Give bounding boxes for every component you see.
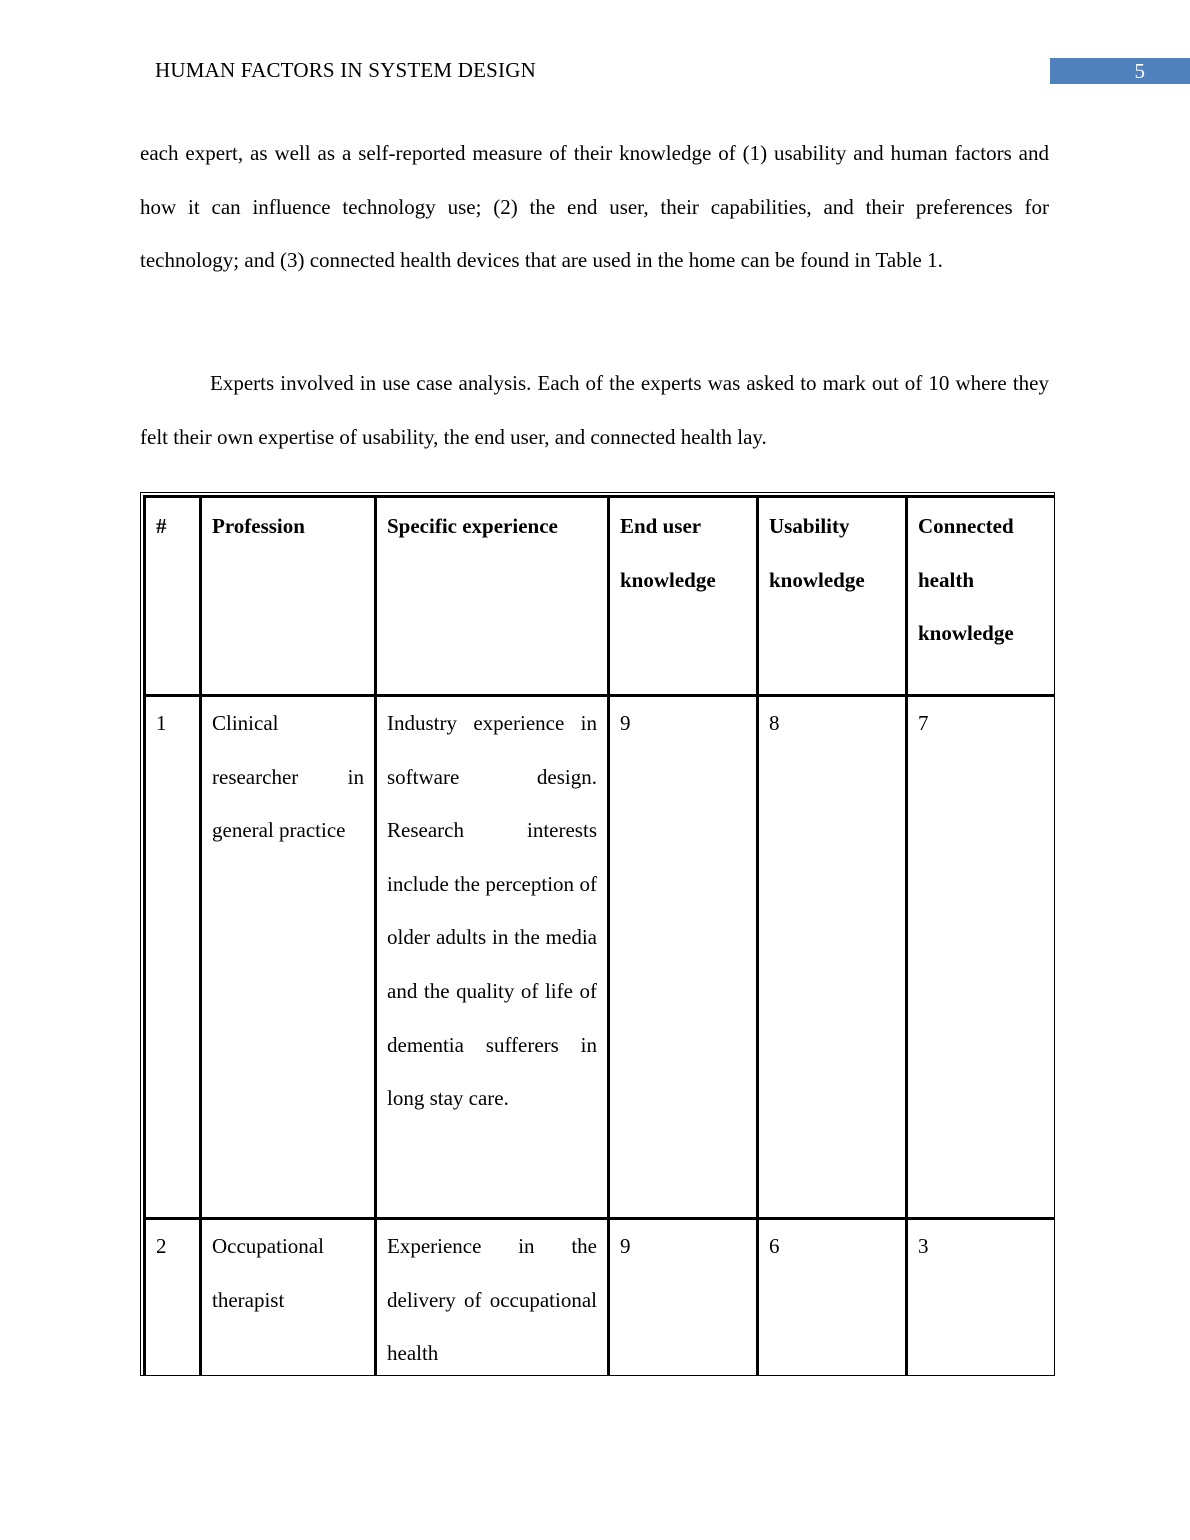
cell-end-user-knowledge: 9 xyxy=(609,1219,758,1377)
cell-specific-experience: Industry experience in software design. Research interests include the perception of older adults in the media and the quality of life of dementia sufferers in long stay care. xyxy=(376,696,609,1219)
cell-end-user-knowledge: 9 xyxy=(609,696,758,1219)
cell-number: 2 xyxy=(145,1219,201,1377)
running-head: HUMAN FACTORS IN SYSTEM DESIGN xyxy=(155,58,536,82)
page-number: 5 xyxy=(1050,58,1190,84)
body-paragraph-1: each expert, as well as a self-reported measure of their knowledge of (1) usability and human factors and how it can influence technology use; (2) the end user, their capabilities, and their preferences for technology; and (3) connected health devices that are used in the home can be found in Table 1. xyxy=(140,141,1049,273)
cell-connected-health-knowledge: 3 xyxy=(907,1219,1056,1377)
table-row xyxy=(145,1219,1056,1377)
cell-connected-health-knowledge: 7 xyxy=(907,696,1056,1219)
table-row xyxy=(145,696,1056,1219)
cell-profession: Clinical researcher in general practice xyxy=(201,696,376,1219)
cell-number: 1 xyxy=(145,696,201,1219)
expert-table xyxy=(140,492,1055,1376)
cell-usability-knowledge: 8 xyxy=(758,696,907,1219)
cell-specific-experience: Experience in the delivery of occupational health xyxy=(376,1219,609,1377)
header-number: # xyxy=(145,497,201,696)
body-paragraph-2: Experts involved in use case analysis. Each of the experts was asked to mark out of 10 where they felt their own expertise of usability, the end user, and connected health lay. xyxy=(140,371,1049,449)
header-usability-knowledge: Usability knowledge xyxy=(758,497,907,696)
header-specific-experience: Specific experience xyxy=(376,497,609,696)
header-connected-health-knowledge: Connected health knowledge xyxy=(907,497,1056,696)
cell-usability-knowledge: 6 xyxy=(758,1219,907,1377)
cell-profession: Occupational therapist xyxy=(201,1219,376,1377)
table-header-row xyxy=(145,497,1056,696)
header-profession: Profession xyxy=(201,497,376,696)
header-end-user-knowledge: End user knowledge xyxy=(609,497,758,696)
